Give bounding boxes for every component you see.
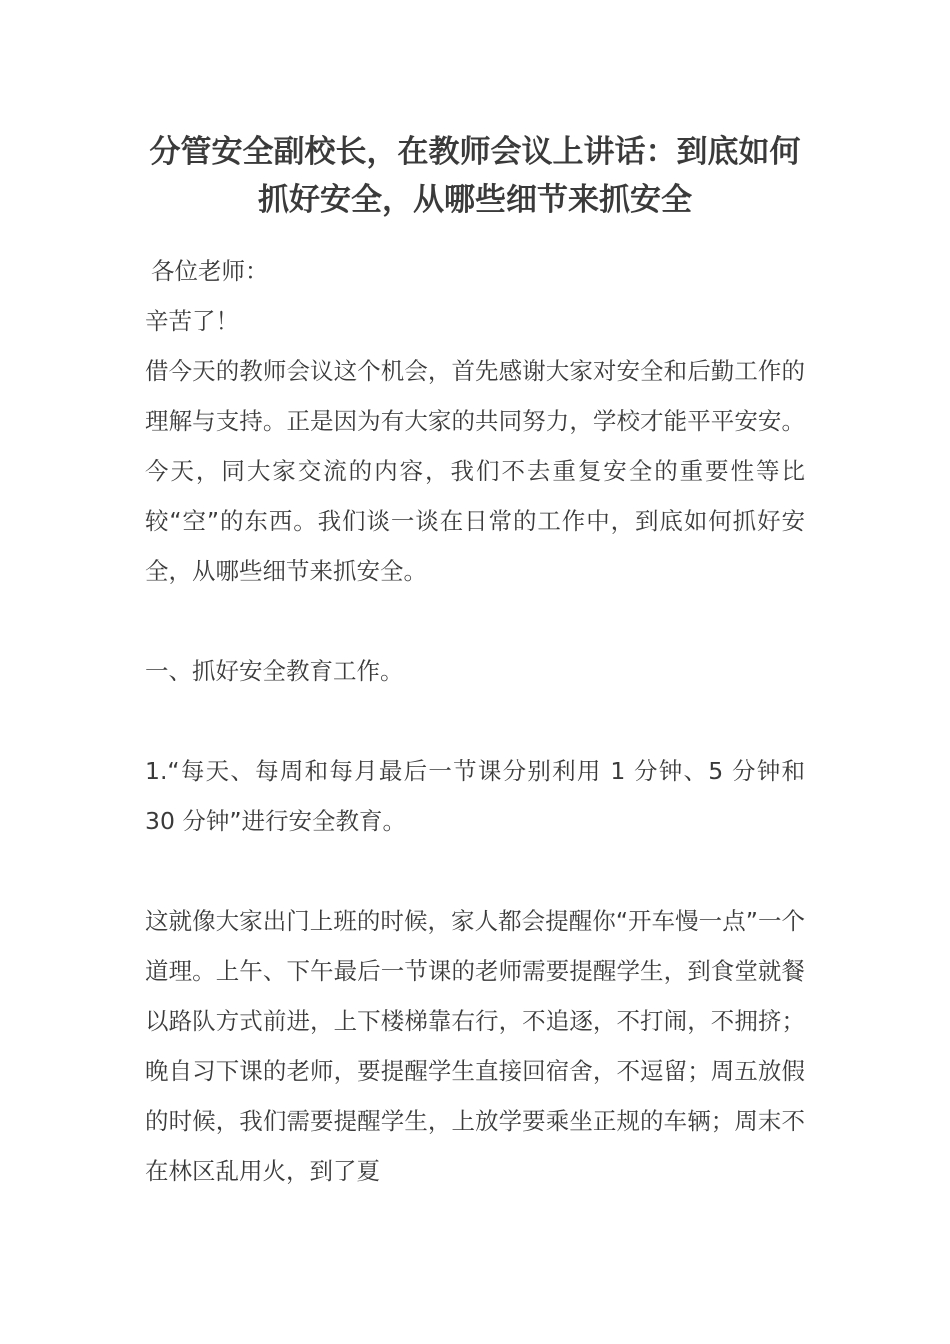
document-body (145, 246, 805, 1196)
greeting: 各位老师： (151, 257, 269, 285)
section-heading: 一、抓好安全教育工作。 (145, 657, 404, 685)
paragraph-spacer (145, 696, 805, 746)
intro-paragraph: 借今天的教师会议这个机会，首先感谢大家对安全和后勤工作的理解与支持。正是因为有大家的共同努力，学校才能平平安安。今天，同大家交流的内容，我们不去重复安全的重要性等比较“空”的东西。我们谈一谈在日常的工作中，到底如何抓好安全，从哪些细节来抓安全。 (145, 357, 805, 585)
thanks-line: 辛苦了！ (145, 307, 239, 335)
paragraph-spacer (145, 596, 805, 646)
paragraph-spacer (145, 846, 805, 896)
document-title: 分管安全副校长，在教师会议上讲话：到底如何抓好安全，从哪些细节来抓安全 (149, 134, 801, 218)
item-heading: 1.“每天、每周和每月最后一节课分别利用 1 分钟、5 分钟和 30 分钟”进行安全教育。 (145, 757, 805, 835)
item-body-paragraph: 这就像大家出门上班的时候，家人都会提醒你“开车慢一点”一个道理。上午、下午最后一节课的老师需要提醒学生，到食堂就餐以路队方式前进，上下楼梯靠右行，不追逐，不打闹，不拥挤；晚自习下课的老师，要提醒学生直接回宿舍，不逗留；周五放假的时候，我们需要提醒学生，上放学要乘坐正规的车辆；周末不在林区乱用火，到了夏 (145, 907, 805, 1185)
